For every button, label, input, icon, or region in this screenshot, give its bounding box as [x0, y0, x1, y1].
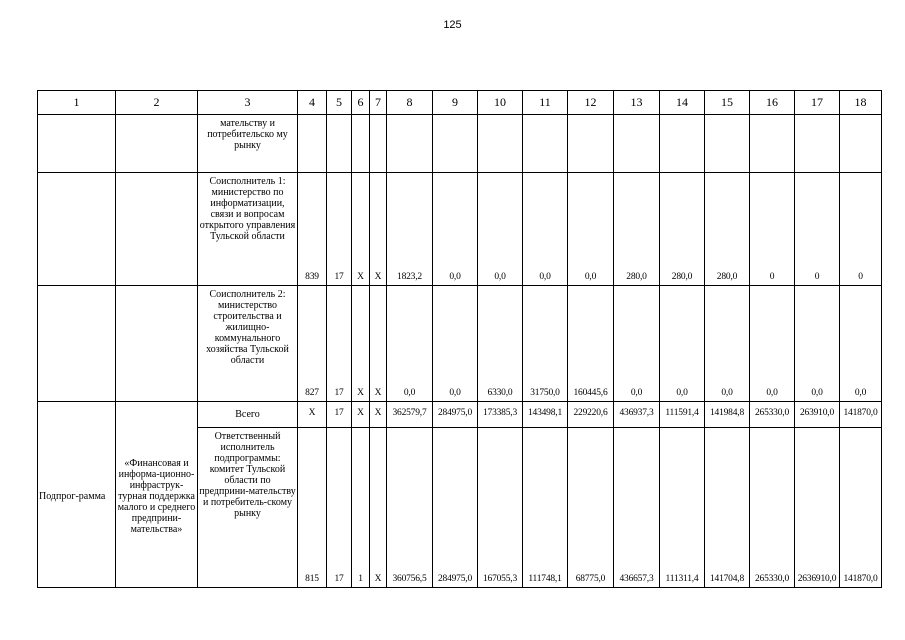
header-cell: 4 [298, 91, 327, 115]
value-cell: 839 [298, 173, 327, 286]
value-cell: 141870,0 [840, 428, 882, 588]
value-cell: 0,0 [478, 173, 523, 286]
value-cell: 284975,0 [433, 402, 478, 428]
value-cell: 0 [795, 173, 840, 286]
header-cell: 2 [116, 91, 198, 115]
table-cell [705, 115, 750, 173]
value-cell: 17 [327, 173, 352, 286]
value-cell: 111311,4 [660, 428, 705, 588]
value-cell: 17 [327, 286, 352, 402]
table-row [38, 173, 882, 286]
value-cell: 0 [840, 173, 882, 286]
value-cell: 0,0 [523, 173, 568, 286]
value-cell: 0,0 [568, 173, 614, 286]
value-cell: 68775,0 [568, 428, 614, 588]
table-cell [370, 115, 387, 173]
value-cell: 6330,0 [478, 286, 523, 402]
value-cell: 1 [352, 428, 370, 588]
header-cell: 12 [568, 91, 614, 115]
total-label-cell: Всего [198, 402, 298, 428]
value-cell: 0,0 [660, 286, 705, 402]
value-cell: 17 [327, 402, 352, 428]
value-cell: 141984,8 [705, 402, 750, 428]
value-cell: 0,0 [705, 286, 750, 402]
value-cell: 143498,1 [523, 402, 568, 428]
value-cell: 265330,0 [750, 402, 795, 428]
header-cell: 10 [478, 91, 523, 115]
budget-table [37, 90, 882, 588]
value-cell: 0,0 [795, 286, 840, 402]
executor-cell: Соисполнитель 1: министерство по информатизации, связи и вопросам открытого управления Тульской области [198, 173, 298, 286]
executor-cell: Ответственный исполнитель подпрограммы: комитет Тульской области по предприни-мательству и потребитель-скому рынку [198, 428, 298, 588]
header-cell: 9 [433, 91, 478, 115]
header-cell: 8 [387, 91, 433, 115]
page-number: 125 [443, 19, 462, 31]
value-cell: 0,0 [750, 286, 795, 402]
value-cell: 111748,1 [523, 428, 568, 588]
table-cell [478, 115, 523, 173]
table-cell [352, 115, 370, 173]
executor-cell: Соисполнитель 2: министерство строительства и жилищно-коммунального хозяйства Тульской области [198, 286, 298, 402]
table-cell [840, 115, 882, 173]
table-cell [433, 115, 478, 173]
value-cell: 815 [298, 428, 327, 588]
value-cell: 141870,0 [840, 402, 882, 428]
value-cell: Х [352, 286, 370, 402]
value-cell: Х [370, 402, 387, 428]
value-cell: 160445,6 [568, 286, 614, 402]
table-cell [38, 115, 116, 173]
header-cell: 3 [198, 91, 298, 115]
header-cell: 16 [750, 91, 795, 115]
value-cell: 827 [298, 286, 327, 402]
table-cell [795, 115, 840, 173]
value-cell: 0,0 [433, 286, 478, 402]
value-cell: 280,0 [660, 173, 705, 286]
value-cell: 436937,3 [614, 402, 660, 428]
table-row [38, 115, 882, 173]
table-cell [116, 115, 198, 173]
value-cell: Х [352, 173, 370, 286]
table-row [38, 402, 882, 428]
table-row [38, 286, 882, 402]
header-cell: 7 [370, 91, 387, 115]
table-cell [116, 286, 198, 402]
value-cell: 111591,4 [660, 402, 705, 428]
value-cell: Х [298, 402, 327, 428]
value-cell: 263910,0 [795, 402, 840, 428]
value-cell: Х [352, 402, 370, 428]
table-cell [660, 115, 705, 173]
table-cell [38, 173, 116, 286]
value-cell: 31750,0 [523, 286, 568, 402]
header-cell: 6 [352, 91, 370, 115]
header-cell: 11 [523, 91, 568, 115]
header-cell: 18 [840, 91, 882, 115]
value-cell: 173385,3 [478, 402, 523, 428]
value-cell: 360756,5 [387, 428, 433, 588]
header-cell: 15 [705, 91, 750, 115]
value-cell: 141704,8 [705, 428, 750, 588]
value-cell: 1823,2 [387, 173, 433, 286]
table-cell [116, 173, 198, 286]
value-cell: 362579,7 [387, 402, 433, 428]
value-cell: 0 [750, 173, 795, 286]
value-cell: 280,0 [705, 173, 750, 286]
value-cell: 280,0 [614, 173, 660, 286]
header-cell: 5 [327, 91, 352, 115]
value-cell: 2636910,0 [795, 428, 840, 588]
table-cell [568, 115, 614, 173]
value-cell: 0,0 [614, 286, 660, 402]
subprogram-type-cell: Подпрог-рамма [38, 402, 116, 588]
value-cell: 0,0 [840, 286, 882, 402]
value-cell: 436657,3 [614, 428, 660, 588]
header-cell: 17 [795, 91, 840, 115]
value-cell: 0,0 [387, 286, 433, 402]
table-cell [387, 115, 433, 173]
value-cell: 229220,6 [568, 402, 614, 428]
value-cell: Х [370, 173, 387, 286]
header-cell: 14 [660, 91, 705, 115]
header-row [38, 91, 882, 115]
table-cell [298, 115, 327, 173]
value-cell: Х [370, 286, 387, 402]
value-cell: 0,0 [433, 173, 478, 286]
header-cell: 1 [38, 91, 116, 115]
value-cell: Х [370, 428, 387, 588]
table-cell [327, 115, 352, 173]
subprogram-name-cell: «Финансовая и информа-ционно-инфраструк-турная поддержка малого и среднего предприни-мательства» [116, 402, 198, 588]
table-cell [523, 115, 568, 173]
executor-cell: мательству и потребительско му рынку [198, 115, 298, 173]
value-cell: 284975,0 [433, 428, 478, 588]
value-cell: 265330,0 [750, 428, 795, 588]
table-cell [614, 115, 660, 173]
table-cell [750, 115, 795, 173]
value-cell: 167055,3 [478, 428, 523, 588]
header-cell: 13 [614, 91, 660, 115]
table-cell [38, 286, 116, 402]
value-cell: 17 [327, 428, 352, 588]
